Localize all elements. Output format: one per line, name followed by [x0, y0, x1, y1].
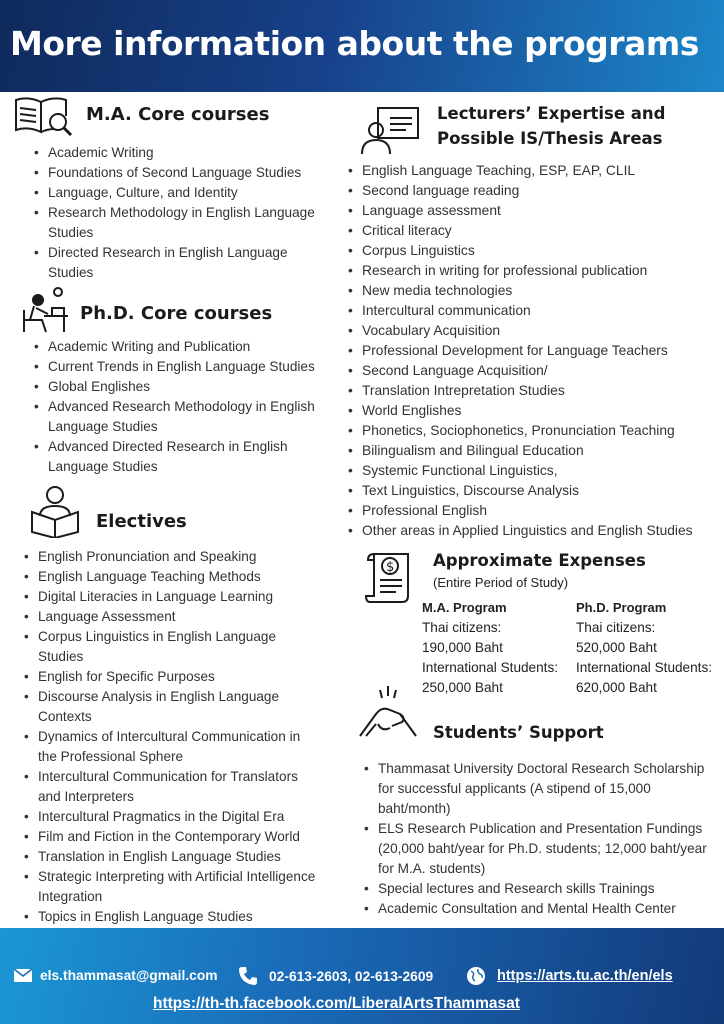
list-item: • Systemic Functional Linguistics,: [346, 461, 722, 481]
list-item: • World Englishes: [346, 401, 722, 421]
support-title: Students’ Support: [433, 723, 604, 742]
list-item: • ELS Research Publication and Presentation Fundings (20,000 baht/year for Ph.D. students; 12,000 baht/year for M.A. students): [362, 819, 707, 879]
list-item: • Dynamics of Intercultural Communication in the Professional Sphere: [22, 727, 322, 767]
expenses-subtitle: (Entire Period of Study): [433, 575, 569, 590]
list-item: • Corpus Linguistics: [346, 241, 722, 261]
phd-expenses: [576, 598, 712, 698]
list-item: • Thammasat University Doctoral Research Scholarship for successful applicants (A stipend of 15,000 baht/month): [362, 759, 707, 819]
email-link[interactable]: els.thammasat@gmail.com: [40, 968, 218, 983]
list-item: • Film and Fiction in the Contemporary World: [22, 827, 322, 847]
book-magnifier-icon: [12, 94, 74, 136]
list-item: • Corpus Linguistics in English Language Studies: [22, 627, 322, 667]
list-item: • Digital Literacies in Language Learning: [22, 587, 322, 607]
list-item: • Language assessment: [346, 201, 722, 221]
list-item: • Intercultural communication: [346, 301, 722, 321]
lecturer-board-icon: [360, 104, 422, 156]
list-item: • Professional Development for Language Teachers: [346, 341, 722, 361]
list-item: • Translation in English Language Studies: [22, 847, 322, 867]
list-item: • English for Specific Purposes: [22, 667, 322, 687]
svg-text:$: $: [386, 560, 395, 575]
phd-core-title: Ph.D. Core courses: [80, 303, 273, 324]
phd-intl-fee: 620,000 Baht: [576, 680, 657, 695]
reading-person-icon: [28, 484, 82, 538]
list-item: • Bilingualism and Bilingual Education: [346, 441, 722, 461]
envelope-icon: [14, 969, 32, 982]
list-item: • Critical literacy: [346, 221, 722, 241]
student-desk-icon: [20, 286, 72, 336]
list-item: • English Language Teaching, ESP, EAP, CLIL: [346, 161, 722, 181]
list-item: • Second language reading: [346, 181, 722, 201]
list-item: • Professional English: [346, 501, 722, 521]
support-list: [362, 759, 707, 919]
list-item: • New media technologies: [346, 281, 722, 301]
list-item: • Strategic Interpreting with Artificial Intelligence Integration: [22, 867, 322, 907]
list-item: • English Pronunciation and Speaking: [22, 547, 322, 567]
list-item: • Advanced Research Methodology in English Language Studies: [32, 397, 332, 437]
globe-icon: [466, 966, 486, 986]
phd-core-list: [32, 337, 332, 477]
receipt-dollar-icon: [364, 550, 414, 604]
electives-title: Electives: [96, 511, 187, 532]
list-item: • Foundations of Second Language Studies: [32, 163, 332, 183]
page-title: More information about the programs: [10, 24, 699, 63]
list-item: • Phonetics, Sociophonetics, Pronunciation Teaching: [346, 421, 722, 441]
website-link[interactable]: https://arts.tu.ac.th/en/els: [497, 968, 673, 984]
phd-thai-label: Thai citizens:: [576, 620, 656, 635]
list-item: • Academic Consultation and Mental Health Center: [362, 899, 707, 919]
list-item: • Text Linguistics, Discourse Analysis: [346, 481, 722, 501]
list-item: • Other areas in Applied Linguistics and English Studies: [346, 521, 722, 541]
list-item: • Research in writing for professional publication: [346, 261, 722, 281]
list-item: • Discourse Analysis in English Language Contexts: [22, 687, 322, 727]
list-item: • Global Englishes: [32, 377, 332, 397]
facebook-link[interactable]: https://th-th.facebook.com/LiberalArtsThammasat: [153, 995, 520, 1012]
list-item: • Second Language Acquisition/: [346, 361, 722, 381]
list-item: • Research Methodology in English Language Studies: [32, 203, 332, 243]
expenses-title: Approximate Expenses: [433, 551, 646, 570]
ma-core-list: [32, 143, 332, 283]
lecturers-list: [346, 161, 722, 541]
header-banner: [0, 0, 724, 92]
list-item: • Special lectures and Research skills Trainings: [362, 879, 707, 899]
list-item: • Intercultural Pragmatics in the Digital Era: [22, 807, 322, 827]
list-item: • Language Assessment: [22, 607, 322, 627]
list-item: • Translation Intrepretation Studies: [346, 381, 722, 401]
phd-intl-label: International Students:: [576, 660, 713, 675]
list-item: • Advanced Directed Research in English Language Studies: [32, 437, 332, 477]
ma-intl-fee: 250,000 Baht: [422, 680, 503, 695]
phd-thai-fee: 520,000 Baht: [576, 640, 657, 655]
list-item: • Directed Research in English Language Studies: [32, 243, 332, 283]
phd-program-label: Ph.D. Program: [576, 600, 667, 615]
ma-program-label: M.A. Program: [422, 600, 507, 615]
electives-list: [22, 547, 322, 927]
list-item: • Academic Writing and Publication: [32, 337, 332, 357]
list-item: • Vocabulary Acquisition: [346, 321, 722, 341]
list-item: • Intercultural Communication for Translators and Interpreters: [22, 767, 322, 807]
lecturers-title-line2: Possible IS/Thesis Areas: [437, 129, 663, 148]
lecturers-title-line1: Lecturers’ Expertise and: [437, 104, 666, 123]
ma-thai-label: Thai citizens:: [422, 620, 502, 635]
footer-bar: [0, 928, 724, 1024]
list-item: • English Language Teaching Methods: [22, 567, 322, 587]
ma-expenses: [422, 598, 558, 698]
phone-icon: [238, 966, 258, 986]
ma-intl-label: International Students:: [422, 660, 559, 675]
list-item: • Current Trends in English Language Studies: [32, 357, 332, 377]
list-item: • Language, Culture, and Identity: [32, 183, 332, 203]
phone-numbers: 02-613-2603, 02-613-2609: [269, 969, 434, 984]
ma-core-title: M.A. Core courses: [86, 104, 270, 125]
list-item: • Academic Writing: [32, 143, 332, 163]
ma-thai-fee: 190,000 Baht: [422, 640, 503, 655]
handshake-icon: [356, 684, 420, 740]
list-item: • Topics in English Language Studies: [22, 907, 322, 927]
